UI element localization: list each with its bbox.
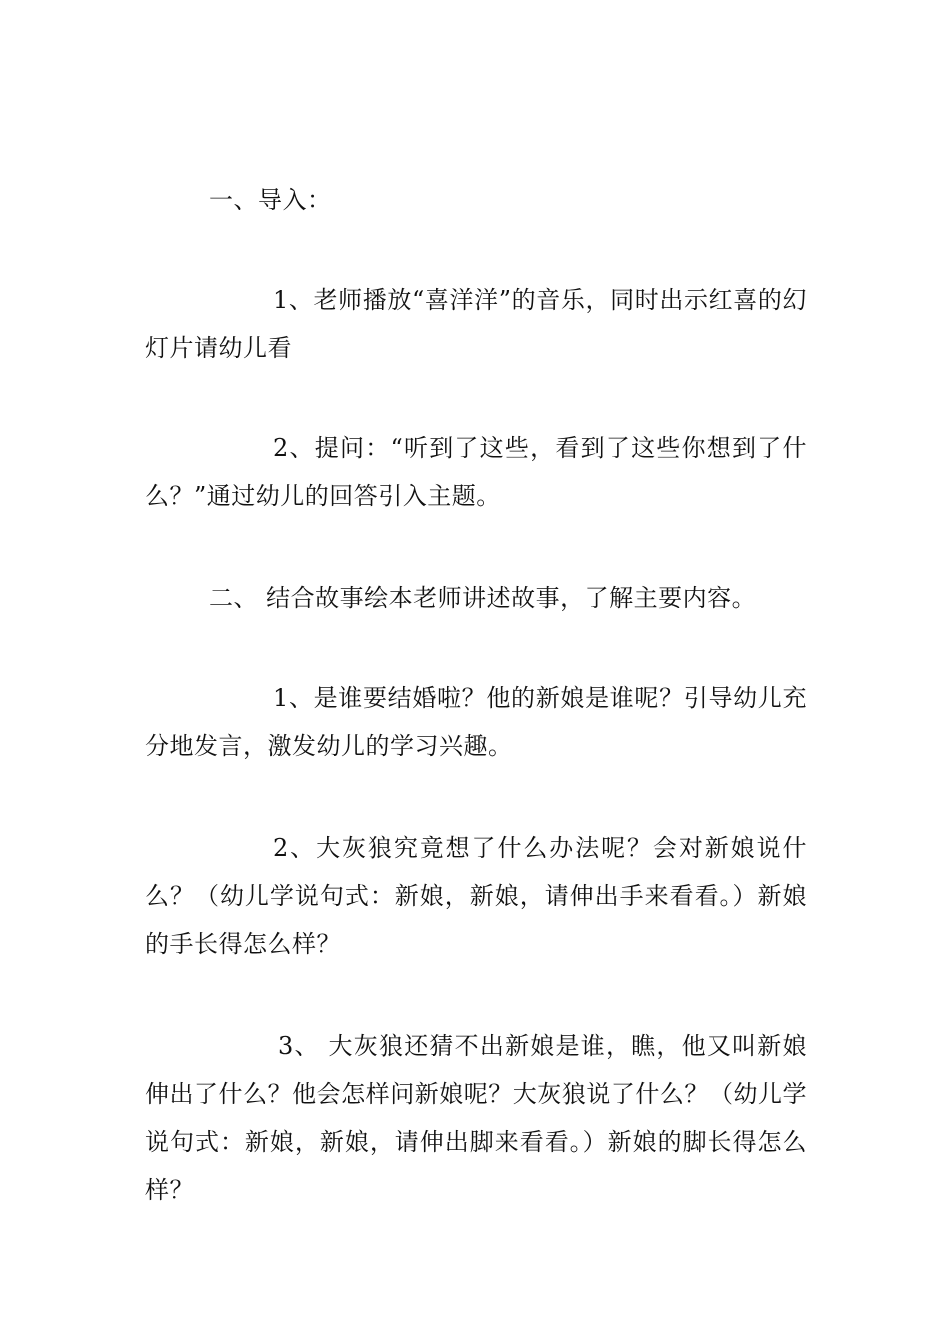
- section-heading-story: 二、 结合故事绘本老师讲述故事，了解主要内容。: [209, 584, 757, 612]
- paragraph-story-2: 2、大灰狼究竟想了什么办法呢？会对新娘说什么？（幼儿学说句式：新娘，新娘，请伸出手来看看。）新娘的手长得怎么样？: [145, 834, 807, 958]
- section-heading-intro: 一、导入：: [209, 186, 332, 214]
- paragraph-intro-1: 1、老师播放“喜洋洋”的音乐，同时出示红喜的幻灯片请幼儿看: [145, 286, 807, 362]
- paragraph-story-3: 3、 大灰狼还猜不出新娘是谁，瞧，他又叫新娘伸出了什么？他会怎样问新娘呢？大灰狼说了什么？（幼儿学说句式：新娘，新娘，请伸出脚来看看。）新娘的脚长得怎么样？: [145, 1032, 807, 1204]
- paragraph-intro-2: 2、提问：“听到了这些，看到了这些你想到了什么？”通过幼儿的回答引入主题。: [145, 434, 807, 510]
- paragraph-story-1: 1、是谁要结婚啦？他的新娘是谁呢？引导幼儿充分地发言，激发幼儿的学习兴趣。: [145, 684, 807, 760]
